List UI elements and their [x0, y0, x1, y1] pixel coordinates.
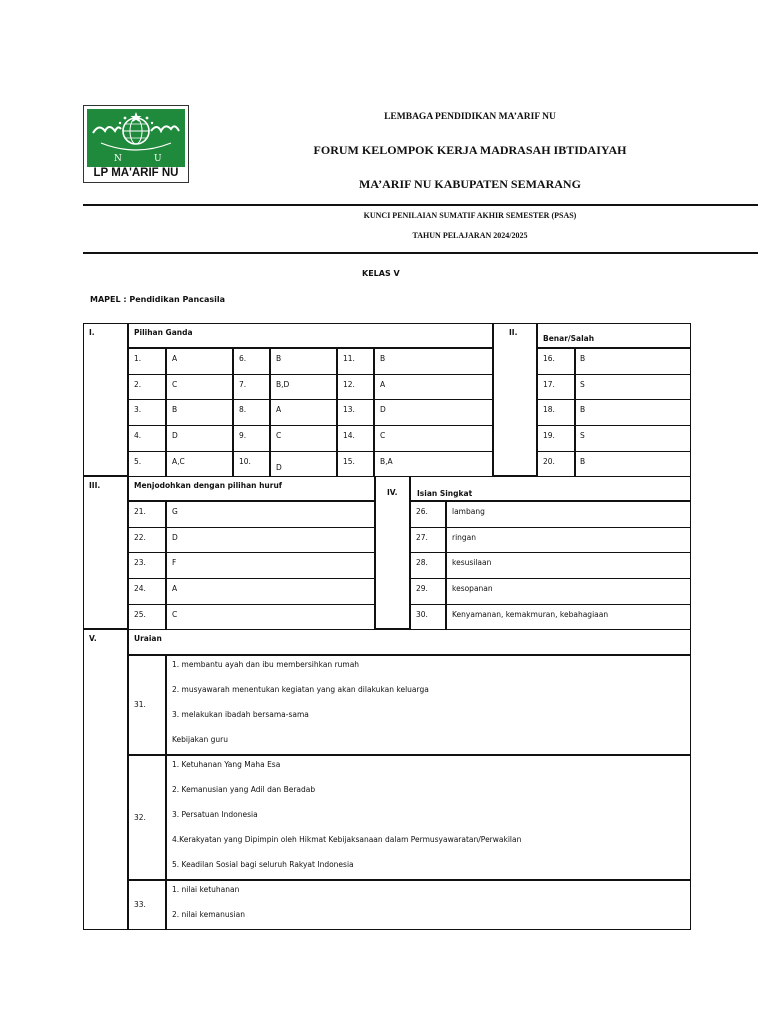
- match-question-number: 21.: [134, 507, 146, 516]
- short-answer: Kenyamanan, kemakmuran, kebahagiaan: [452, 609, 609, 619]
- section-1-number-cell: [83, 323, 128, 476]
- section-5-number-cell: [83, 629, 128, 930]
- short-answer: kesusilaan: [452, 558, 492, 568]
- match-answer: C: [172, 609, 178, 619]
- match-question-number: 25.: [134, 609, 146, 619]
- tf-answer: S: [580, 431, 585, 441]
- mc-answer: C: [276, 431, 282, 441]
- svg-text:U: U: [154, 154, 162, 164]
- short-answer: ringan: [452, 532, 477, 542]
- mc-answer-cell: [374, 374, 493, 401]
- match-answer-cell: [166, 501, 375, 528]
- tf-answer-cell: [575, 374, 691, 401]
- divider-bottom: [83, 252, 758, 254]
- mc-answer: D: [172, 431, 178, 441]
- short-answer-cell: [446, 527, 691, 554]
- globe-star-icon: [87, 109, 185, 167]
- section-1-title: Pilihan Ganda: [134, 328, 193, 337]
- match-question-number: 22.: [134, 532, 146, 542]
- tf-answer: B: [580, 405, 586, 415]
- match-answer: A: [172, 584, 178, 594]
- match-answer-cell: [166, 604, 375, 631]
- tf-question-number: 17.: [543, 379, 555, 389]
- match-answer: F: [172, 558, 177, 568]
- mc-answer: D: [276, 462, 282, 472]
- mapel-label: MAPEL : Pendidikan Pancasila: [90, 295, 225, 304]
- essay-answer-cell: [166, 655, 691, 755]
- section-4-number: IV.: [387, 488, 398, 497]
- tf-answer-cell: [575, 348, 691, 375]
- section-2-number: II.: [509, 328, 518, 337]
- tf-answer: B: [580, 354, 586, 363]
- mc-answer-cell: [374, 425, 493, 452]
- mc-question-number: 7.: [239, 379, 247, 389]
- essay-question-number: 31.: [134, 700, 146, 709]
- essay-answer-line: 2. musyawarah menentukan kegiatan yang akan dilakukan keluarga: [172, 685, 429, 694]
- section-5-number: V.: [89, 634, 97, 643]
- mc-answer: B: [276, 354, 282, 363]
- essay-answer-line: Kebijakan guru: [172, 735, 228, 744]
- mc-question-number: 15.: [343, 456, 355, 466]
- subheader-line-2: TAHUN PELAJARAN 2024/2025: [412, 231, 528, 240]
- mc-question-number: 14.: [343, 431, 355, 441]
- essay-answer-line: 1. nilai ketuhanan: [172, 885, 240, 894]
- essay-answer-cell: [166, 880, 691, 930]
- mc-answer: B,A: [380, 456, 393, 466]
- mc-question-number: 9.: [239, 431, 247, 441]
- match-answer-cell: [166, 527, 375, 554]
- section-4-number-cell: [375, 476, 410, 629]
- essay-answer-line: 1. Ketuhanan Yang Maha Esa: [172, 760, 281, 769]
- mc-question-number: 1.: [134, 354, 142, 363]
- short-question-number: 28.: [416, 558, 428, 568]
- mc-answer-cell: [374, 348, 493, 375]
- mc-question-number: 6.: [239, 354, 247, 363]
- short-question-number: 30.: [416, 609, 428, 619]
- mc-answer-cell: [374, 399, 493, 426]
- short-question-number: 27.: [416, 532, 428, 542]
- mc-question-number: 4.: [134, 431, 142, 441]
- mc-question-number: 5.: [134, 456, 142, 466]
- match-answer: G: [172, 507, 178, 516]
- mc-answer: A,C: [172, 456, 185, 466]
- match-answer: D: [172, 532, 178, 542]
- short-question-number: 29.: [416, 584, 428, 594]
- section-4-title: Isian Singkat: [417, 489, 473, 498]
- mc-answer: D: [380, 405, 386, 415]
- mc-answer: B: [380, 354, 386, 363]
- tf-answer: B: [580, 456, 586, 466]
- mc-question-number: 11.: [343, 354, 355, 363]
- mc-answer: A: [276, 405, 282, 415]
- section-5-title-cell: [128, 629, 691, 655]
- essay-question-number: 33.: [134, 900, 146, 909]
- match-question-number: 23.: [134, 558, 146, 568]
- tf-answer-cell: [575, 451, 691, 478]
- essay-answer-line: 3. Persatuan Indonesia: [172, 810, 258, 819]
- tf-answer-cell: [575, 399, 691, 426]
- match-answer-cell: [166, 578, 375, 605]
- section-3-title: Menjodohkan dengan pilihan huruf: [134, 481, 283, 490]
- mc-answer: A: [172, 354, 178, 363]
- match-question-number: 24.: [134, 584, 146, 594]
- header-line-1: LEMBAGA PENDIDIKAN MA’ARIF NU: [384, 112, 556, 122]
- essay-answer-line: 5. Keadilan Sosial bagi seluruh Rakyat Indonesia: [172, 860, 354, 869]
- short-answer: lambang: [452, 507, 485, 516]
- section-1-number: I.: [89, 328, 95, 337]
- tf-question-number: 16.: [543, 354, 555, 363]
- logo-caption: LP MA'ARIF NU: [93, 167, 179, 179]
- essay-answer-line: 2. nilai kemanusian: [172, 910, 245, 919]
- tf-answer: S: [580, 379, 585, 389]
- lp-maarif-nu-logo: [83, 105, 189, 183]
- logo-emblem: [87, 109, 185, 167]
- essay-answer-line: 3. melakukan ibadah bersama-sama: [172, 710, 309, 719]
- section-5-title: Uraian: [134, 634, 162, 643]
- mc-answer: A: [380, 379, 386, 389]
- header-line-3: MA’ARIF NU KABUPATEN SEMARANG: [359, 177, 581, 191]
- short-question-number: 26.: [416, 507, 428, 516]
- kelas-label: KELAS V: [362, 269, 400, 278]
- tf-question-number: 20.: [543, 456, 555, 466]
- mc-question-number: 12.: [343, 379, 355, 389]
- mc-question-number: 3.: [134, 405, 142, 415]
- section-3-number: III.: [89, 481, 101, 490]
- mc-question-number: 2.: [134, 379, 142, 389]
- essay-answer-line: 4.Kerakyatan yang Dipimpin oleh Hikmat Kebijaksanaan dalam Permusyawaratan/Perwakilan: [172, 835, 522, 844]
- short-answer: kesopanan: [452, 584, 493, 594]
- tf-answer-cell: [575, 425, 691, 452]
- header-line-2: FORUM KELOMPOK KERJA MADRASAH IBTIDAIYAH: [313, 143, 627, 157]
- essay-answer-line: 1. membantu ayah dan ibu membersihkan rumah: [172, 660, 360, 669]
- svg-text:N: N: [114, 154, 122, 164]
- mc-answer: C: [172, 379, 178, 389]
- subheader-line-1: KUNCI PENILAIAN SUMATIF AKHIR SEMESTER (PSAS): [363, 211, 577, 220]
- tf-question-number: 19.: [543, 431, 555, 441]
- match-answer-cell: [166, 552, 375, 579]
- divider-top: [83, 204, 758, 206]
- mc-answer: B: [172, 405, 178, 415]
- mc-answer: B,D: [276, 379, 290, 389]
- section-2-title: Benar/Salah: [543, 334, 595, 343]
- section-3-number-cell: [83, 476, 128, 629]
- section-2-number-cell: [493, 323, 537, 476]
- essay-answer-line: 2. Kemanusian yang Adil dan Beradab: [172, 785, 316, 794]
- mc-question-number: 8.: [239, 405, 247, 415]
- mc-question-number: 13.: [343, 405, 355, 415]
- mc-answer: C: [380, 431, 386, 441]
- mc-question-number: 10.: [239, 456, 251, 466]
- tf-question-number: 18.: [543, 405, 555, 415]
- essay-question-number: 32.: [134, 812, 146, 822]
